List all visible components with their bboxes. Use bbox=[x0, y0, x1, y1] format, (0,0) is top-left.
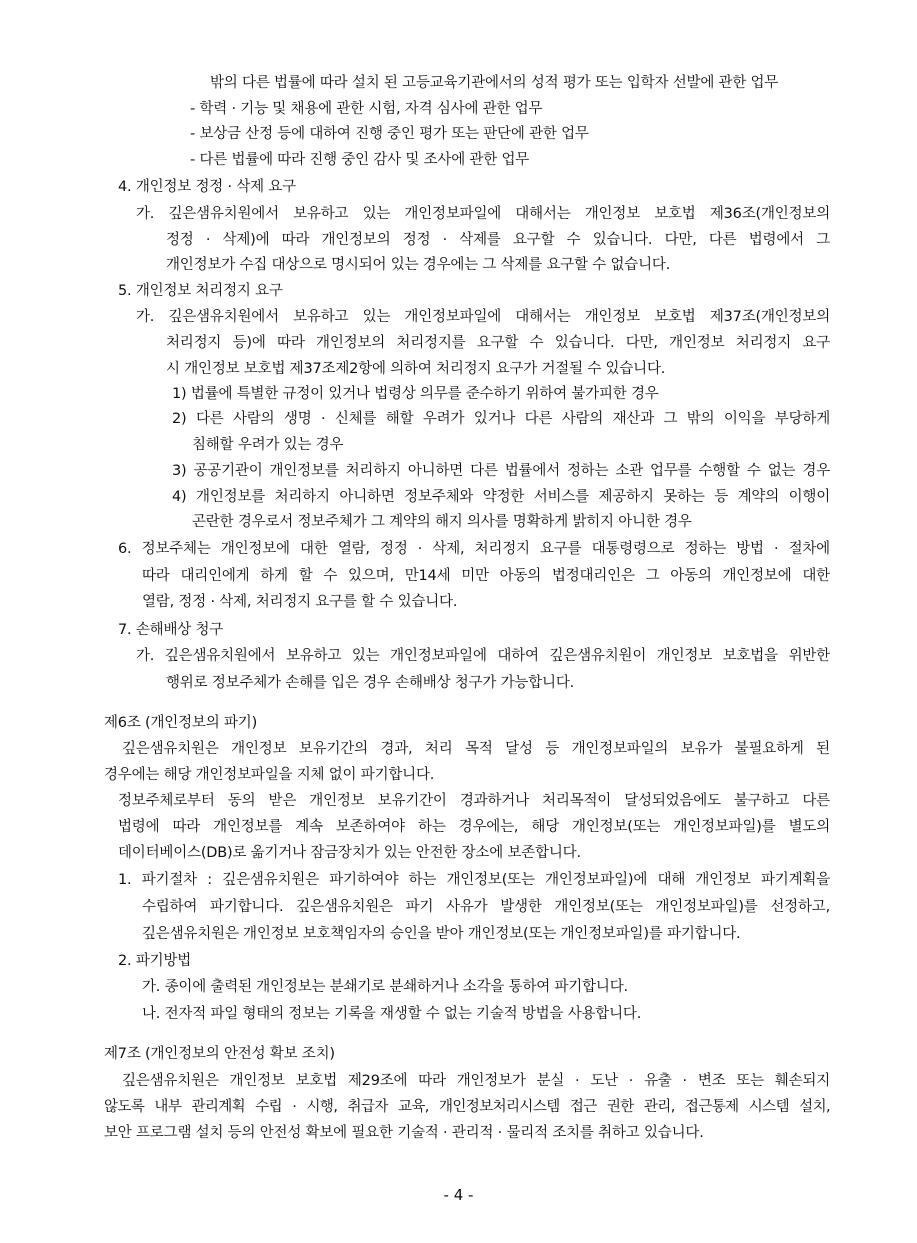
paragraph-line: 정정 · 삭제)에 따라 개인정보의 정정 · 삭제를 요구할 수 있습니다. 다만, 다른 법령에서 그 bbox=[166, 232, 830, 248]
paragraph-line: 곤란한 경우로서 정보주체가 그 계약의 해지 의사를 명확하게 밝히지 아니한 경우 bbox=[192, 514, 692, 530]
paragraph-line: 않도록 내부 관리계획 수립 · 시행, 취급자 교육, 개인정보처리시스템 접근 권한 관리, 접근통제 시스템 설치, bbox=[104, 1099, 830, 1115]
text-line: 밖의 다른 법률에 따라 설치 된 고등교육기관에서의 성적 평가 또는 입학자 선발에 관한 업무 bbox=[210, 75, 779, 91]
paragraph-line: 시 개인정보 보호법 제37조제2항에 의하여 처리정지 요구가 거절될 수 있습니다. bbox=[166, 361, 666, 377]
paragraph-line: 가. 깊은샘유치원에서 보유하고 있는 개인정보파일에 대해서는 개인정보 보호법 제37조(개인정보의 bbox=[136, 309, 830, 325]
list-item-dash: - 다른 법률에 따라 진행 중인 감사 및 조사에 관한 업무 bbox=[190, 152, 530, 168]
numbered-item-2: 2. 파기방법 bbox=[118, 953, 192, 969]
article-heading-6: 제6조 (개인정보의 파기) bbox=[104, 715, 258, 731]
numbered-sub-item: 4) 개인정보를 처리하지 아니하면 정보주체와 약정한 서비스를 제공하지 못하는 등 계약의 이행이 bbox=[172, 489, 830, 505]
paragraph-line: 개인정보가 수집 대상으로 명시되어 있는 경우에는 그 삭제를 요구할 수 없습니다. bbox=[166, 257, 671, 273]
paragraph-line: 수립하여 파기합니다. 깊은샘유치원은 파기 사유가 발생한 개인정보(또는 개인정보파일)를 선정하고, bbox=[142, 899, 830, 915]
paragraph-line: 가. 깊은샘유치원에서 보유하고 있는 개인정보파일에 대하여 깊은샘유치원이 개인정보 보호법을 위반한 bbox=[136, 648, 830, 664]
paragraph-line: 행위로 정보주체가 손해를 입은 경우 손해배상 청구가 가능합니다. bbox=[166, 675, 575, 691]
paragraph-line: 깊은샘유치원은 개인정보 보호법 제29조에 따라 개인정보가 분실 · 도난 · 유출 · 변조 또는 훼손되지 bbox=[122, 1073, 830, 1089]
article-heading-7: 제7조 (개인정보의 안전성 확보 조치) bbox=[104, 1046, 335, 1062]
numbered-sub-item: 1) 법률에 특별한 규정이 있거나 법령상 의무를 준수하기 위하여 불가피한 경우 bbox=[172, 386, 659, 402]
section-heading-5: 5. 개인정보 처리정지 요구 bbox=[118, 283, 283, 299]
section-item-6: 6. 정보주체는 개인정보에 대한 열람, 정정 · 삭제, 처리정지 요구를 대통령령으로 정하는 방법 · 절차에 bbox=[118, 541, 830, 557]
paragraph-line: 따라 대리인에게 하게 할 수 있으며, 만14세 미만 아동의 법정대리인은 그 아동의 개인정보에 대한 bbox=[142, 568, 830, 584]
paragraph-line: 깊은샘유치원은 개인정보 보호책임자의 승인을 받아 개인정보(또는 개인정보파일)를 파기합니다. bbox=[142, 926, 741, 942]
paragraph-line: 침해할 우려가 있는 경우 bbox=[192, 437, 344, 453]
sub-item: 나. 전자적 파일 형태의 정보는 기록을 재생할 수 없는 기술적 방법을 사용합니다. bbox=[142, 1006, 642, 1022]
paragraph-line: 경우에는 해당 개인정보파일을 지체 없이 파기합니다. bbox=[104, 767, 435, 783]
paragraph-line: 열람, 정정 · 삭제, 처리정지 요구를 할 수 있습니다. bbox=[142, 594, 458, 610]
numbered-item-1: 1. 파기절차 : 깊은샘유치원은 파기하여야 하는 개인정보(또는 개인정보파일)에 대해 개인정보 파기계획을 bbox=[118, 872, 830, 888]
paragraph-line: 데이터베이스(DB)로 옮기거나 잠금장치가 있는 안전한 장소에 보존합니다. bbox=[118, 845, 581, 861]
numbered-sub-item: 3) 공공기관이 개인정보를 처리하지 아니하면 다른 법률에서 정하는 소관 업무를 수행할 수 없는 경우 bbox=[172, 463, 830, 479]
list-item-dash: - 보상금 산정 등에 대하여 진행 중인 평가 또는 판단에 관한 업무 bbox=[190, 126, 589, 142]
sub-item: 가. 종이에 출력된 개인정보는 분쇄기로 분쇄하거나 소각을 통하여 파기합니다. bbox=[142, 979, 628, 995]
page-number: - 4 - bbox=[443, 1186, 474, 1204]
section-heading-4: 4. 개인정보 정정 · 삭제 요구 bbox=[118, 179, 296, 195]
paragraph-line: 법령에 따라 개인정보를 계속 보존하여야 하는 경우에는, 해당 개인정보(또는 개인정보파일)를 별도의 bbox=[118, 819, 830, 835]
paragraph-line: 정보주체로부터 동의 받은 개인정보 보유기간이 경과하거나 처리목적이 달성되었음에도 불구하고 다른 bbox=[118, 793, 830, 809]
section-heading-7: 7. 손해배상 청구 bbox=[118, 622, 224, 638]
list-item-dash: - 학력 · 기능 및 채용에 관한 시험, 자격 심사에 관한 업무 bbox=[190, 101, 543, 117]
paragraph-line: 보안 프로그램 설치 등의 안전성 확보에 필요한 기술적 · 관리적 · 물리적 조치를 취하고 있습니다. bbox=[104, 1125, 704, 1141]
numbered-sub-item: 2) 다른 사람의 생명 · 신체를 해할 우려가 있거나 다른 사람의 재산과 그 밖의 이익을 부당하게 bbox=[172, 411, 830, 427]
paragraph-line: 가. 깊은샘유치원에서 보유하고 있는 개인정보파일에 대해서는 개인정보 보호법 제36조(개인정보의 bbox=[136, 206, 830, 222]
paragraph-line: 깊은샘유치원은 개인정보 보유기간의 경과, 처리 목적 달성 등 개인정보파일의 보유가 불필요하게 된 bbox=[122, 741, 830, 757]
paragraph-line: 처리정지 등)에 따라 개인정보의 처리정지를 요구할 수 있습니다. 다만, 개인정보 처리정지 요구 bbox=[166, 335, 830, 351]
